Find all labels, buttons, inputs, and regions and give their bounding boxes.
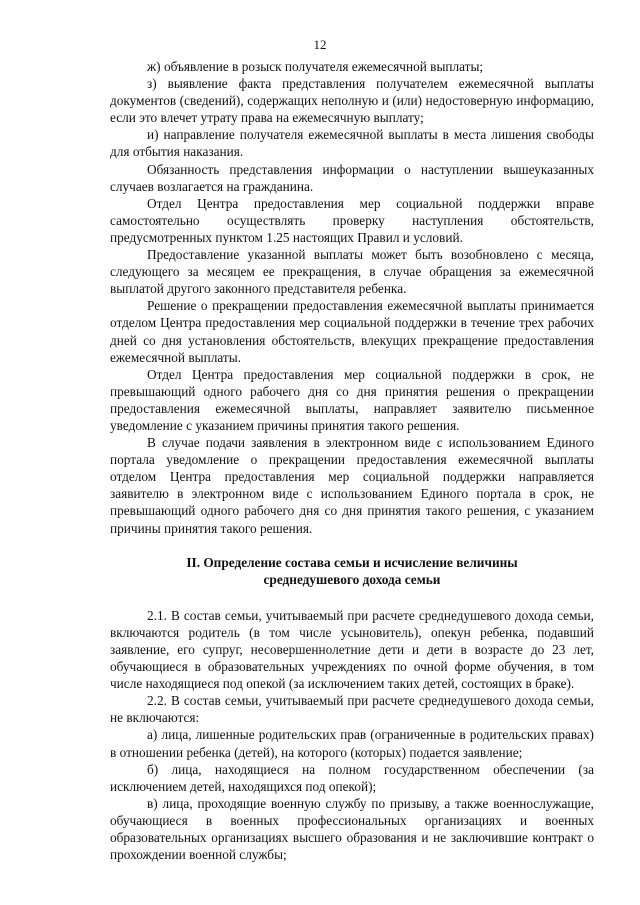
paragraph: з) выявление факта представления получателем ежемесячной выплаты документов (сведений), содержащих неполную и (или) недостоверную информацию, если это влечет утрату права на ежемесячную выплату; xyxy=(110,76,594,126)
section-heading-line: II. Определение состава семьи и исчисление величины xyxy=(186,554,518,570)
paragraph: Предоставление указанной выплаты может быть возобновлено с месяца, следующего за месяцем ее прекращения, в случае обращения за ежемесячной выплатой другого законного представителя ребенка. xyxy=(110,247,594,297)
paragraph: б) лица, находящиеся на полном государственном обеспечении (за исключением детей, находящихся под опекой); xyxy=(110,761,594,794)
paragraph: Отдел Центра предоставления мер социальной поддержки в срок, не превышающий одного рабочего дня со дня принятия решения о прекращении предоставления ежемесячной выплаты, направляет заявителю письменное уведомление с указанием причины принятия такого решения. xyxy=(110,366,594,433)
paragraph: 2.1. В состав семьи, учитываемый при расчете среднедушевого дохода семьи, включаются родитель (в том числе усыновитель), опекун ребенка, подавший заявление, его супруг, несовершеннолетние дети и дети в возрасте до 23 лет, обучающиеся в образовательных учреждениях по очной форме обучения, в том числе находящиеся под опекой (за исключением таких детей, состоящих в браке). xyxy=(110,607,594,692)
paragraph: а) лица, лишенные родительских прав (ограниченные в родительских правах) в отношении ребенка (детей), на которого (которых) подается заявление; xyxy=(110,727,594,760)
paragraph: Отдел Центра предоставления мер социальной поддержки вправе самостоятельно осуществлять проверку наступления обстоятельств, предусмотренных пунктом 1.25 настоящих Правил и условий. xyxy=(110,195,594,245)
paragraph: в) лица, проходящие военную службу по призыву, а также военнослужащие, обучающиеся в военных профессиональных организациях и военных образовательных организациях высшего образования и не заключившие контракт о прохождении военной службы; xyxy=(110,795,594,863)
paragraph: и) направление получателя ежемесячной выплаты в места лишения свободы для отбытия наказания. xyxy=(110,127,594,160)
paragraph: Решение о прекращении предоставления ежемесячной выплаты принимается отделом Центра предоставления мер социальной поддержки в течение трех рабочих дней со дня установления обстоятельств, влекущих прекращение предоставления ежемесячной выплаты. xyxy=(110,298,594,365)
paragraph: 2.2. В состав семьи, учитываемый при расчете среднедушевого дохода семьи, не включаются: xyxy=(110,693,594,726)
section-heading xyxy=(110,554,594,588)
document-body xyxy=(110,58,594,863)
page-number: 12 xyxy=(313,37,327,52)
paragraph: ж) объявление в розыск получателя ежемесячной выплаты; xyxy=(147,59,484,74)
paragraph: Обязанность представления информации о наступлении вышеуказанных случаев возлагается на гражданина. xyxy=(110,161,594,194)
section-heading-line: среднедушевого дохода семьи xyxy=(263,571,441,587)
paragraph: В случае подачи заявления в электронном виде с использованием Единого портала уведомление о прекращении предоставления ежемесячной выплаты отделом Центра предоставления мер социальной поддержки направляется заявителю в электронном виде с использованием Единого портала в срок, не превышающий одного рабочего дня со дня принятия такого решения, с указанием причины принятия такого решения. xyxy=(110,435,594,536)
